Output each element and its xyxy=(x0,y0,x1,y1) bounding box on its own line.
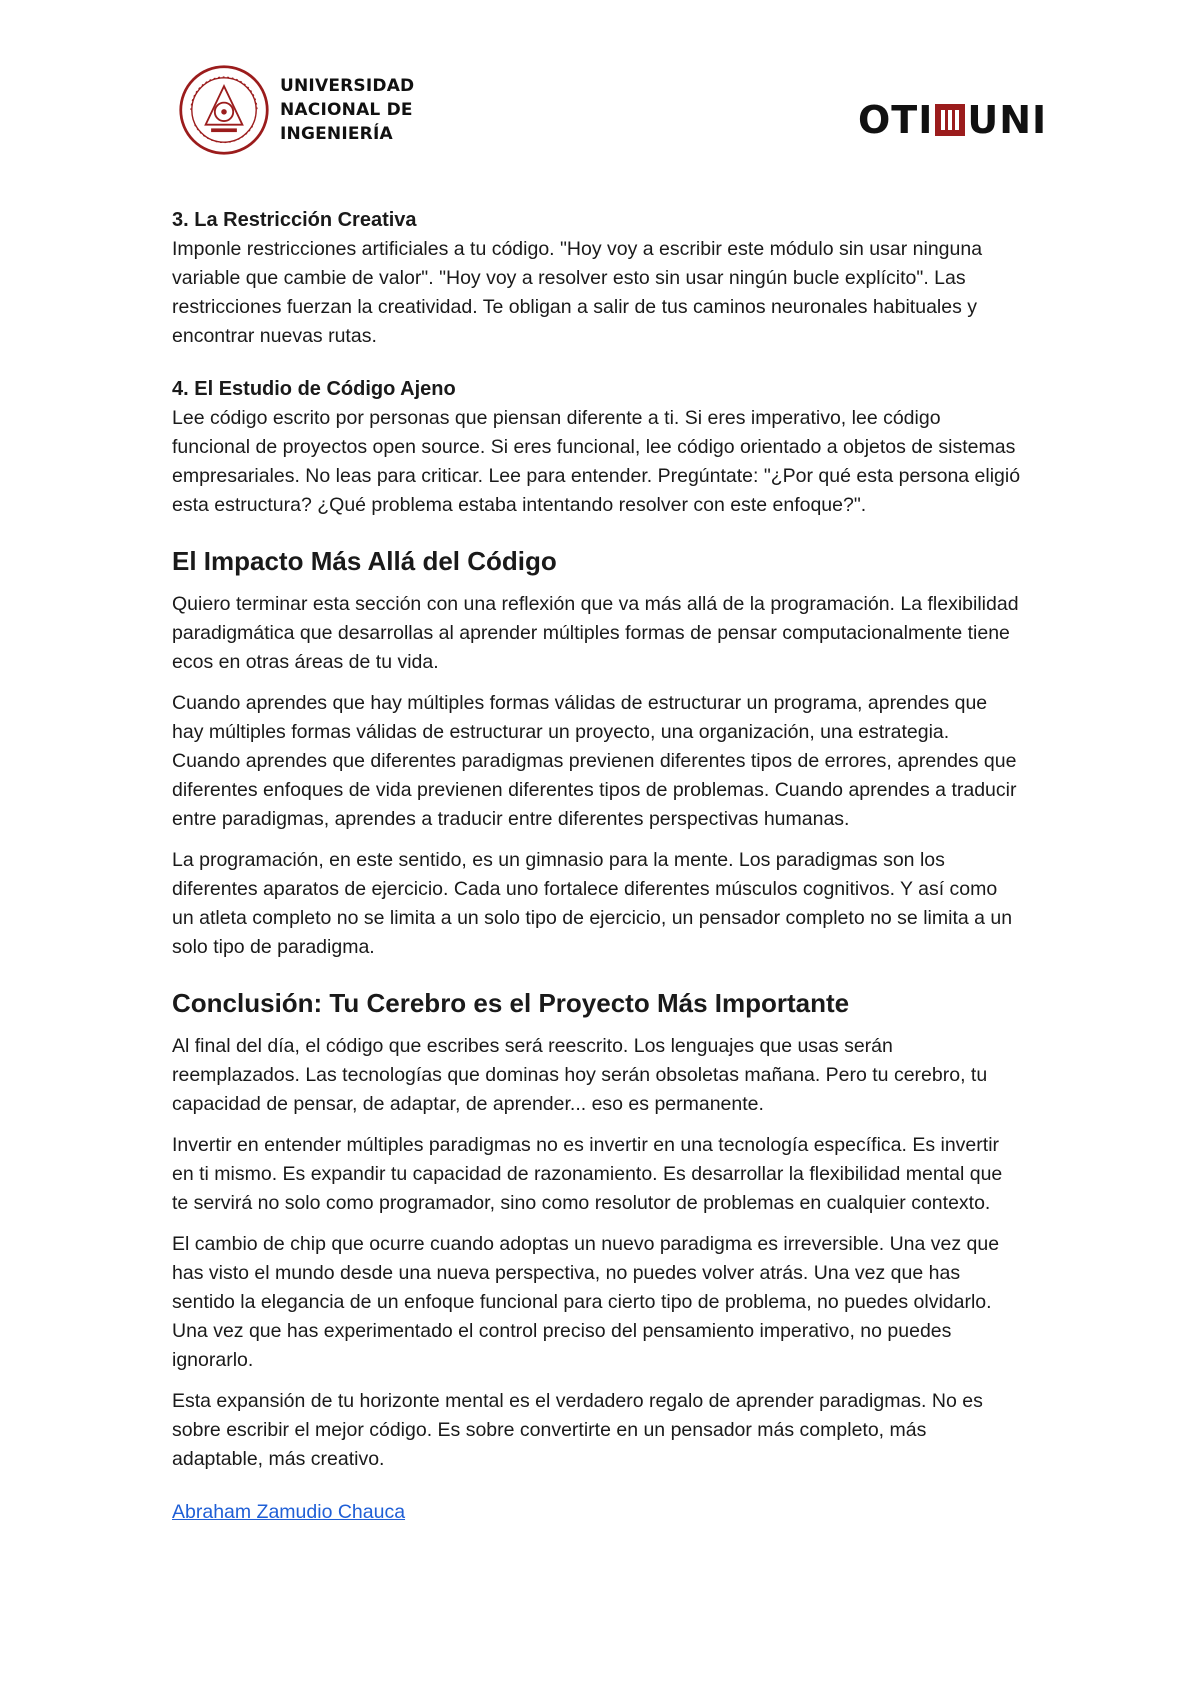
oti-logo-mark-icon xyxy=(935,102,965,138)
uni-logo-text: UNI xyxy=(967,98,1048,142)
conclusion-paragraph-1: Al final del día, el código que escribes será reescrito. Los lenguajes que usas serán reemplazados. Las tecnologías que dominas hoy serán obsoletas mañana. Pero tu cerebro, tu capacidad de pensar, de adaptar, de aprender... eso es permanente. xyxy=(172,1035,988,1115)
section-4-heading: 4. El Estudio de Código Ajeno xyxy=(172,378,456,400)
university-name-line-3: INGENIERÍA xyxy=(280,124,393,144)
university-name xyxy=(280,74,414,146)
document-body xyxy=(172,206,1022,1527)
university-seal-icon xyxy=(178,64,270,156)
oti-uni-logo xyxy=(858,98,1047,142)
section-3-heading: 3. La Restricción Creativa xyxy=(172,209,417,231)
conclusion-heading: Conclusión: Tu Cerebro es el Proyecto Más Importante xyxy=(172,988,850,1018)
impact-paragraph-3: La programación, en este sentido, es un gimnasio para la mente. Los paradigmas son los diferentes aparatos de ejercicio. Cada uno fortalece diferentes músculos cognitivos. Y así como un atleta completo no se limita a un solo tipo de ejercicio, un pensador completo no se limita a un solo tipo de paradigma. xyxy=(172,849,1013,958)
university-name-line-2: NACIONAL DE xyxy=(280,100,413,120)
university-logo xyxy=(178,64,414,156)
conclusion-paragraph-2: Invertir en entender múltiples paradigmas no es invertir en una tecnología específica. Es invertir en ti mismo. Es expandir tu capacidad de razonamiento. Es desarrollar la flexibilidad mental que te servirá no solo como programador, sino como resolutor de problemas en cualquier contexto. xyxy=(172,1134,1003,1214)
impact-paragraph-1: Quiero terminar esta sección con una reflexión que va más allá de la programación. La flexibilidad paradigmática que desarrollas al aprender múltiples formas de pensar computacionalmente tiene ecos en otras áreas de tu vida. xyxy=(172,593,1019,673)
university-name-line-1: UNIVERSIDAD xyxy=(280,76,415,96)
impact-paragraph-2: Cuando aprendes que hay múltiples formas válidas de estructurar un programa, aprendes que hay múltiples formas válidas de estructurar un proyecto, una organización, una estrategia. Cuando aprendes que diferentes paradigmas previenen diferentes tipos de errores, aprendes que diferentes enfoques de vida previenen diferentes tipos de problemas. Cuando aprendes a traducir entre paradigmas, aprendes a traducir entre diferentes perspectivas humanas. xyxy=(172,692,1017,830)
oti-logo-text: OTI xyxy=(858,98,934,142)
conclusion-paragraph-4: Esta expansión de tu horizonte mental es el verdadero regalo de aprender paradigmas. No es sobre escribir el mejor código. Es sobre convertirte en un pensador más completo, más adaptable, más creativo. xyxy=(172,1390,983,1470)
section-3-paragraph: Imponle restricciones artificiales a tu código. "Hoy voy a escribir este módulo sin usar ninguna variable que cambie de valor". "Hoy voy a resolver esto sin usar ningún bucle explícito". Las restricciones fuerzan la creatividad. Te obligan a salir de tus caminos neuronales habituales y encontrar nuevas rutas. xyxy=(172,238,983,347)
author-link[interactable]: Abraham Zamudio Chauca xyxy=(172,1501,406,1523)
section-4-paragraph: Lee código escrito por personas que piensan diferente a ti. Si eres imperativo, lee código funcional de proyectos open source. Si eres funcional, lee código orientado a objetos de sistemas empresariales. No leas para criticar. Lee para entender. Pregúntate: "¿Por qué esta persona eligió esta estructura? ¿Qué problema estaba intentando resolver con este enfoque?". xyxy=(172,407,1021,516)
conclusion-paragraph-3: El cambio de chip que ocurre cuando adoptas un nuevo paradigma es irreversible. Una vez que has visto el mundo desde una nueva perspectiva, no puedes volver atrás. Una vez que has sentido la elegancia de un enfoque funcional para cierto tipo de problema, no puedes olvidarlo. Una vez que has experimentado el control preciso del pensamiento imperativo, no puedes ignorarlo. xyxy=(172,1233,1000,1371)
impact-heading: El Impacto Más Allá del Código xyxy=(172,546,557,576)
